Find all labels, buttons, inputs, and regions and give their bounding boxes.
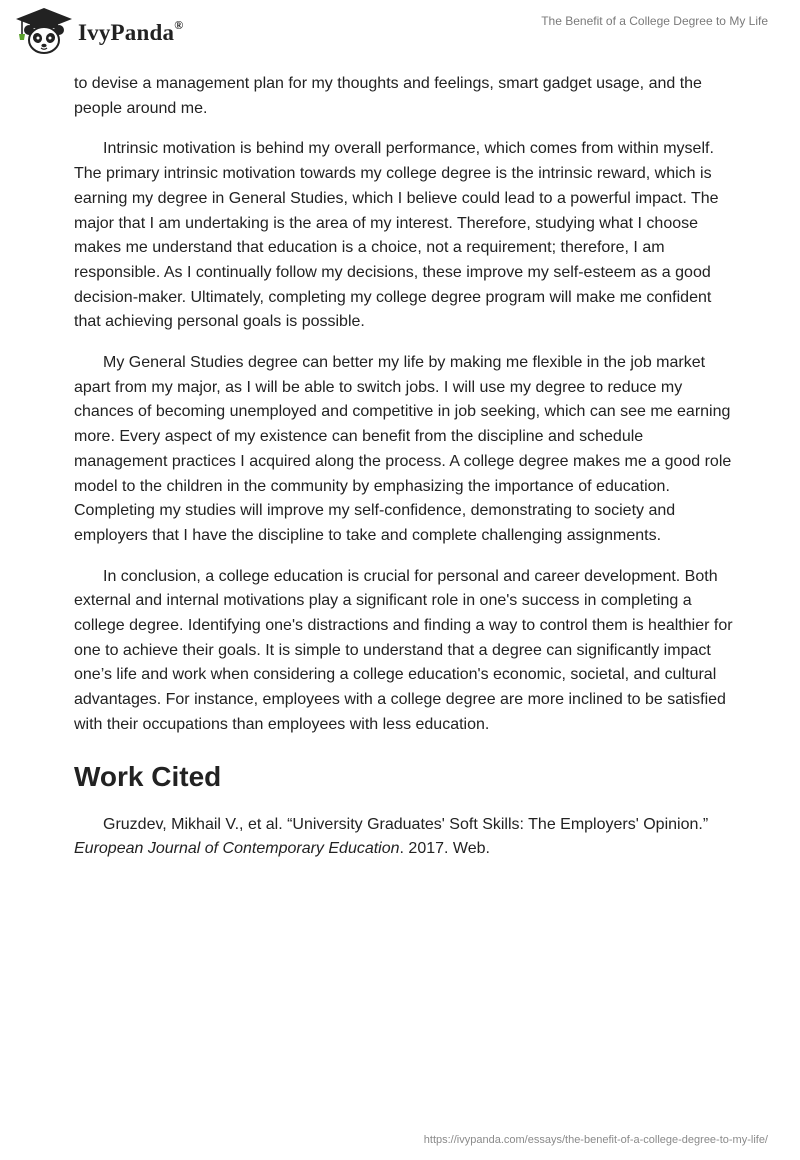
logo[interactable] [14, 6, 183, 56]
source-url[interactable]: https://ivypanda.com/essays/the-benefit-of-a-college-degree-to-my-life/ [423, 1134, 768, 1146]
citation-authors-title: Gruzdev, Mikhail V., et al. “University Graduates' Soft Skills: The Employers' Opinion.” [103, 815, 709, 833]
paragraph: My General Studies degree can better my life by making me flexible in the job market apart from my major, as I will be able to switch jobs. I will use my degree to reduce my chances of becoming unemployed and competitive in job seeking, which can see me earning more. Every aspect of my existence can benefit from the discipline and schedule management practices I acquired along the process. A college degree makes me a good role model to the children in the community by emphasizing the importance of education. Completing my studies will improve my self-confidence, demonstrating to society and employers that I have the discipline to take and complete challenging assignments. [74, 354, 732, 544]
works-cited-heading: Work Cited [74, 760, 222, 792]
citation [74, 813, 734, 862]
citation-journal: European Journal of Contemporary Education [74, 840, 400, 858]
panda-graduation-cap-icon [14, 6, 74, 56]
brand-name: IvyPanda® [78, 18, 184, 45]
page-header [0, 0, 800, 70]
registered-mark: ® [174, 18, 184, 33]
document-title: The Benefit of a College Degree to My Life [541, 14, 768, 28]
citation-year: . 2017. Web. [399, 840, 490, 858]
essay-body [74, 72, 734, 878]
paragraph-continued: to devise a management plan for my thoughts and feelings, smart gadget usage, and the people around me. [74, 75, 702, 117]
paragraph: In conclusion, a college education is crucial for personal and career development. Both external and internal motivations play a significant role in one's success in completing a college degree. Identifying one's distractions and finding a way to control them is healthier for one to achieve their goals. It is simple to understand that a degree can significantly impact one’s life and work when considering a college education's economic, societal, and cultural advantages. For instance, employees with a college degree are more inclined to be satisfied with their occupations than employees with less education. [74, 567, 733, 733]
paragraph: Intrinsic motivation is behind my overall performance, which comes from within myself. The primary intrinsic motivation towards my college degree is the intrinsic reward, which is earning my degree in General Studies, which I believe could lead to a powerful impact. The major that I am undertaking is the area of my interest. Therefore, studying what I choose makes me understand that education is a choice, not a requirement; therefore, I am responsible. As I continually follow my decisions, these improve my self-esteem as a good decision-maker. Ultimately, completing my college degree program will make me confident that achieving personal goals is possible. [74, 140, 719, 331]
